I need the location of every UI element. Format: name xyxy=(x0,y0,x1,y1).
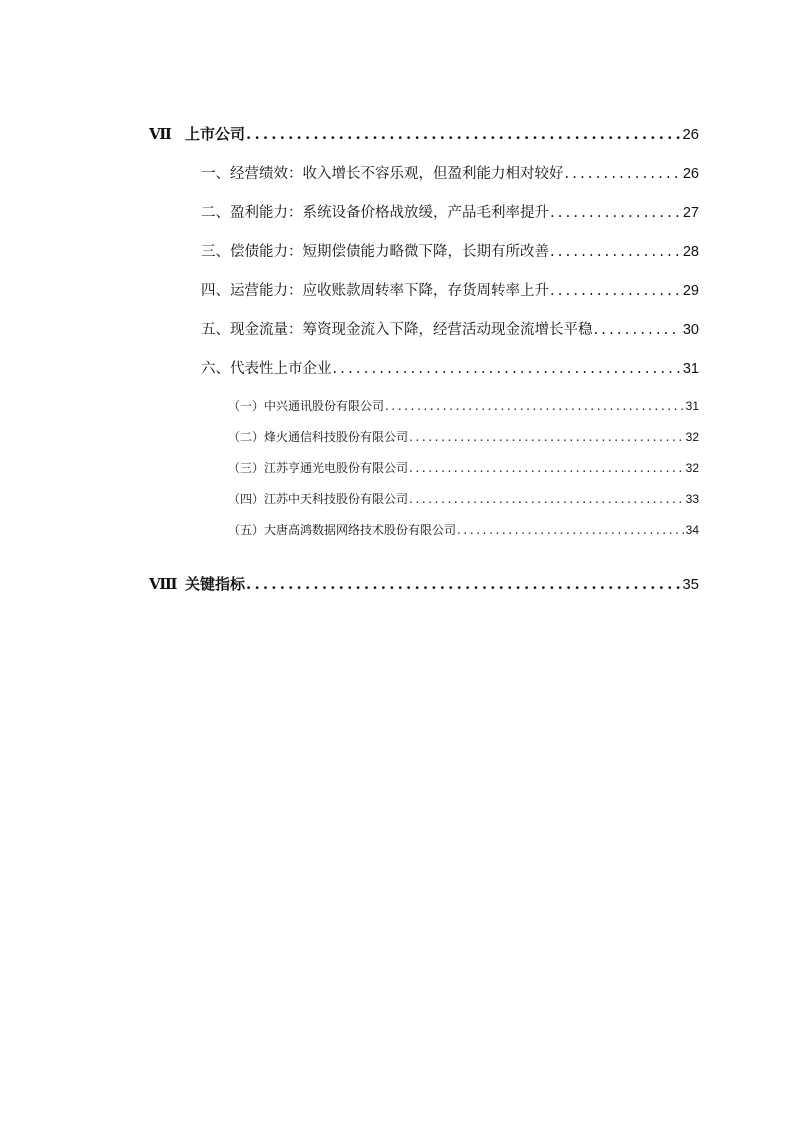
page-number: 29 xyxy=(682,283,699,299)
page-number: 31 xyxy=(685,399,699,413)
toc-entry-company[interactable] xyxy=(228,490,699,507)
toc-entry-company[interactable] xyxy=(228,428,699,445)
page-number: 35 xyxy=(682,576,699,593)
page-number: 30 xyxy=(682,322,699,338)
dot-leader xyxy=(246,125,680,143)
page-number: 34 xyxy=(685,523,699,537)
chapter-title: 上市公司 xyxy=(185,125,246,143)
chapter-number: Ⅶ xyxy=(149,125,171,143)
toc-entry-section[interactable] xyxy=(201,357,699,378)
company-title: （四）江苏中天科技股份有限公司 xyxy=(228,492,409,506)
company-title: （二）烽火通信科技股份有限公司 xyxy=(228,430,409,444)
dot-leader xyxy=(409,461,684,475)
dot-leader xyxy=(246,575,680,593)
dot-leader xyxy=(333,361,681,377)
chapter-number: Ⅷ xyxy=(149,575,177,593)
dot-leader xyxy=(409,492,684,506)
toc-entry-company[interactable] xyxy=(228,459,699,476)
toc-entry-chapter-8[interactable] xyxy=(149,573,699,594)
page-number: 31 xyxy=(682,361,699,377)
page-number: 28 xyxy=(682,244,699,260)
toc-entry-section[interactable] xyxy=(201,201,699,222)
page-number: 32 xyxy=(685,461,699,475)
toc-entry-company[interactable] xyxy=(228,521,699,538)
section-title: 三、偿债能力：短期偿债能力略微下降，长期有所改善 xyxy=(201,244,549,260)
page-number: 27 xyxy=(682,205,699,221)
chapter-title: 关键指标 xyxy=(185,575,246,593)
page-number: 26 xyxy=(682,166,699,182)
dot-leader xyxy=(409,430,684,444)
dot-leader xyxy=(550,205,681,221)
company-title: （三）江苏亨通光电股份有限公司 xyxy=(228,461,409,475)
dot-leader xyxy=(385,399,684,413)
dot-leader xyxy=(565,166,681,182)
toc-entry-company[interactable] xyxy=(228,397,699,414)
section-title: 一、经营绩效：收入增长不容乐观，但盈利能力相对较好 xyxy=(201,166,564,182)
section-title: 五、现金流量：筹资现金流入下降，经营活动现金流增长平稳 xyxy=(201,322,593,338)
dot-leader xyxy=(550,283,681,299)
toc-entry-section[interactable] xyxy=(201,240,699,261)
company-title: （五）大唐高鸿数据网络技术股份有限公司 xyxy=(228,523,457,537)
toc-entry-chapter-7[interactable] xyxy=(149,123,699,144)
toc-entry-section[interactable] xyxy=(201,279,699,300)
page-number: 33 xyxy=(685,492,699,506)
toc-entry-section[interactable] xyxy=(201,162,699,183)
dot-leader xyxy=(550,244,681,260)
section-title: 四、运营能力：应收账款周转率下降，存货周转率上升 xyxy=(201,283,549,299)
dot-leader xyxy=(457,523,684,537)
company-title: （一）中兴通讯股份有限公司 xyxy=(228,399,385,413)
dot-leader xyxy=(594,322,681,338)
section-title: 二、盈利能力：系统设备价格战放缓，产品毛利率提升 xyxy=(201,205,549,221)
page-number: 32 xyxy=(685,430,699,444)
page-number: 26 xyxy=(682,126,699,143)
section-title: 六、代表性上市企业 xyxy=(201,361,332,377)
toc-entry-section[interactable] xyxy=(201,318,699,339)
